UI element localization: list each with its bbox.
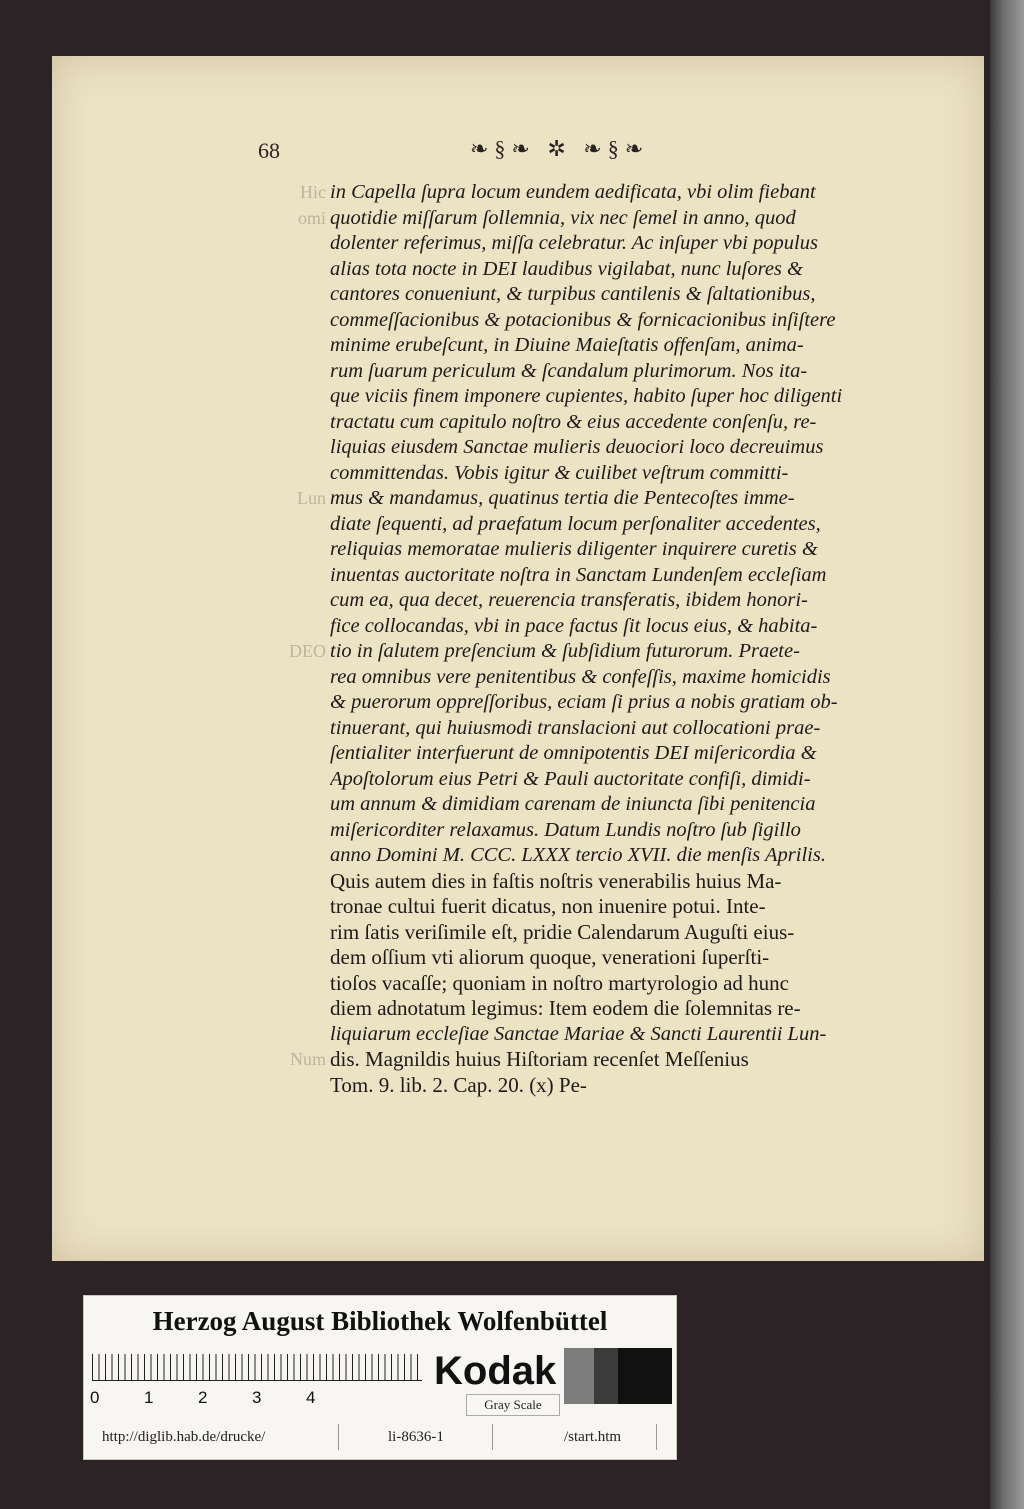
text-line: fice collocandas, vbi in pace factus ſit locus eius, & habita- bbox=[330, 614, 818, 637]
bleed-fragment bbox=[246, 588, 326, 614]
text-line: miſericorditer relaxamus. Datum Lundis noſtro ſub ſigillo bbox=[330, 818, 801, 841]
text-line: rea omnibus vere penitentibus & confeſſis, maxime homicidis bbox=[330, 665, 831, 688]
bleed-fragment bbox=[246, 359, 326, 385]
text-line: tinuerant, qui huiusmodi translacioni aut collocationi prae- bbox=[330, 716, 821, 739]
bleed-fragment bbox=[246, 512, 326, 538]
bleed-fragment bbox=[246, 920, 326, 946]
text-line: inuentas auctoritate noſtra in Sanctam Lundenſem eccleſiam bbox=[330, 563, 827, 586]
text-line: ſentialiter interfuerunt de omnipotentis DEI miſericordia & bbox=[330, 742, 817, 764]
scale-ruler bbox=[92, 1354, 422, 1381]
bleed-fragment bbox=[246, 537, 326, 563]
bleed-fragment bbox=[246, 257, 326, 283]
ruler-number: 3 bbox=[252, 1388, 262, 1407]
kodak-logo: Kodak bbox=[434, 1349, 557, 1393]
ruler-number: 0 bbox=[90, 1388, 100, 1407]
bleed-fragment bbox=[246, 308, 326, 334]
text-line: reliquias memoratae mulieris diligenter inquirere curetis & bbox=[330, 538, 818, 560]
page-number: 68 bbox=[258, 138, 280, 163]
gray-patch bbox=[618, 1348, 672, 1404]
text-line: dolenter referimus, miſſa celebratur. Ac inſuper vbi populus bbox=[330, 232, 818, 254]
ruler-numbers bbox=[84, 1388, 424, 1412]
gray-patch bbox=[564, 1348, 594, 1404]
text-line: dem oſſium vti aliorum quoque, venerationi ſuperſti- bbox=[330, 945, 770, 969]
text-line: tractatu cum capitulo noſtro & eius accedente conſenſu, re- bbox=[330, 410, 817, 433]
bleed-fragment bbox=[246, 818, 326, 844]
text-line: alias tota nocte in DEI laudibus vigilabat, nunc luſores & bbox=[330, 257, 803, 280]
text-line: tronae cultui fuerit dicatus, non inuenire potui. Inte- bbox=[330, 894, 766, 918]
bleed-fragment bbox=[246, 741, 326, 767]
bleed-fragment bbox=[246, 1022, 326, 1048]
text-line: commeſſacionibus & potacionibus & fornicacionibus inſiſtere bbox=[330, 308, 836, 331]
ruler-number: 4 bbox=[306, 1388, 316, 1407]
text-line: tioſos vacaſſe; quoniam in noſtro martyrologio ad hunc bbox=[330, 970, 789, 995]
ruler-number: 1 bbox=[144, 1388, 154, 1407]
bleed-fragment bbox=[246, 869, 326, 895]
start-page-link[interactable]: /start.htm bbox=[560, 1424, 657, 1450]
bleed-fragment bbox=[246, 410, 326, 436]
ruler-number: 2 bbox=[198, 1388, 208, 1407]
text-line: & puerorum oppreſſoribus, eciam ſi prius a nobis gratiam ob- bbox=[330, 691, 838, 713]
text-line: mus & mandamus, quatinus tertia die Pentecoſtes imme- bbox=[330, 487, 795, 509]
text-line: liquiarum eccleſiae Sanctae Mariae & Sancti Laurentii Lun- bbox=[330, 1022, 827, 1045]
bleed-fragment bbox=[246, 894, 326, 920]
bleed-fragment bbox=[246, 843, 326, 869]
gray-scale-label: Gray Scale bbox=[466, 1394, 560, 1416]
bleed-fragment bbox=[246, 282, 326, 308]
shelfmark: li-8636-1 bbox=[384, 1424, 493, 1450]
text-line: in Capella ſupra locum eundem aedificata, vbi olim fiebant bbox=[330, 181, 816, 203]
text-line: dis. Magnildis huius Hiſtoriam recenſet Meſſenius bbox=[330, 1047, 749, 1071]
text-line: cum ea, qua decet, reuerencia transferatis, ibidem honori- bbox=[330, 589, 808, 611]
bleed-fragment bbox=[246, 690, 326, 716]
text-line: que viciis finem imponere cupientes, habito ſuper hoc diligenti bbox=[330, 385, 843, 407]
text-line: Tom. 9. lib. 2. Cap. 20. (x) Pe- bbox=[330, 1072, 587, 1097]
bleed-fragment bbox=[246, 971, 326, 997]
bleed-fragment bbox=[246, 767, 326, 793]
text-line: rum ſuarum periculum & ſcandalum plurimorum. Nos ita- bbox=[330, 359, 808, 382]
bleed-fragment bbox=[246, 1073, 326, 1099]
bleed-fragment: omi bbox=[297, 207, 326, 228]
text-line: anno Domini M. CCC. LXXX tercio XVII. die menſis Aprilis. bbox=[330, 844, 826, 866]
bleed-through-text bbox=[246, 180, 326, 1098]
main-text bbox=[330, 180, 886, 1098]
bleed-fragment bbox=[246, 435, 326, 461]
bleed-fragment bbox=[246, 461, 326, 487]
bleed-fragment bbox=[246, 563, 326, 589]
bleed-fragment bbox=[246, 665, 326, 691]
bleed-fragment: Num bbox=[290, 1049, 326, 1069]
text-line: committendas. Vobis igitur & cuilibet veſtrum committi- bbox=[330, 461, 789, 484]
bleed-fragment bbox=[246, 996, 326, 1022]
bleed-fragment bbox=[246, 231, 326, 257]
text-line: diem adnotatum legimus: Item eodem die ſolemnitas re- bbox=[330, 996, 801, 1020]
text-line: liquias eiusdem Sanctae mulieris deuociori loco decreuimus bbox=[330, 436, 824, 458]
gray-patch bbox=[594, 1348, 618, 1404]
text-line: um annum & dimidiam carenam de iniuncta ſibi penitencia bbox=[330, 793, 816, 815]
bleed-fragment: DEO bbox=[289, 641, 326, 661]
text-line: tio in ſalutem preſencium & ſubſidium futurorum. Praete- bbox=[330, 640, 800, 662]
library-name: Herzog August Bibliothek Wolfenbüttel bbox=[152, 1306, 608, 1336]
text-line: Apoſtolorum eius Petri & Pauli auctoritate confiſi, dimidi- bbox=[330, 767, 811, 790]
scan-target-label bbox=[83, 1295, 677, 1460]
bleed-fragment bbox=[246, 716, 326, 742]
bleed-fragment: Hic bbox=[300, 182, 326, 202]
text-line: Quis autem dies in faſtis noſtris venerabilis huius Ma- bbox=[330, 868, 782, 893]
text-line: cantores conueniunt, & turpibus cantilenis & ſaltationibus, bbox=[330, 283, 816, 305]
text-line: quotidie miſſarum ſollemnia, vix nec ſemel in anno, quod bbox=[330, 206, 796, 229]
digital-library-url[interactable]: http://diglib.hab.de/drucke/ bbox=[98, 1424, 339, 1450]
scan-edge-strip bbox=[990, 0, 1024, 1509]
bleed-fragment bbox=[246, 333, 326, 359]
bleed-fragment bbox=[246, 792, 326, 818]
text-line: rim ſatis veriſimile eſt, pridie Calendarum Auguſti eius- bbox=[330, 919, 795, 944]
bleed-fragment bbox=[246, 614, 326, 640]
text-line: diate ſequenti, ad praefatum locum perſonaliter accedentes, bbox=[330, 512, 821, 535]
bleed-fragment bbox=[246, 945, 326, 971]
text-line: minime erubeſcunt, in Diuine Maieſtatis offenſam, anima- bbox=[330, 334, 804, 356]
bleed-fragment bbox=[246, 384, 326, 410]
bleed-fragment: Lun bbox=[297, 488, 326, 508]
header-ornament: ❧§❧ ✲ ❧§❧ bbox=[470, 136, 650, 161]
